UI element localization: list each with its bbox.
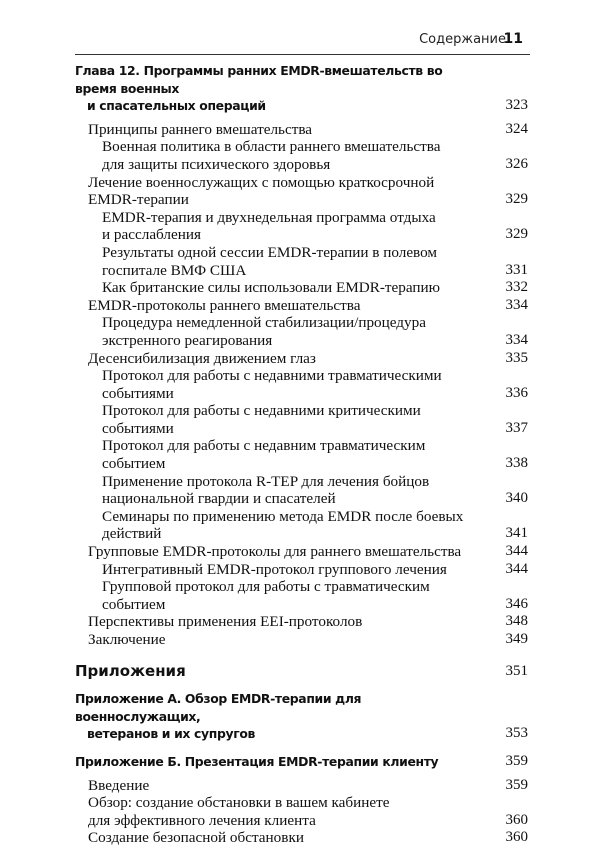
toc-page: 353 <box>505 725 528 742</box>
toc-appendix-b[interactable] <box>0 753 600 771</box>
toc-page: 332 <box>505 279 528 296</box>
toc-entry[interactable]: Групповой протокол для работы с травматическим событием 346 <box>102 578 528 613</box>
toc-page: 360 <box>505 829 528 846</box>
toc-page: 336 <box>505 384 528 401</box>
toc-chapter-12[interactable] <box>0 62 600 115</box>
toc-page: 324 <box>505 120 528 137</box>
toc-page: 338 <box>505 455 528 472</box>
toc-entry-title-cont: ветеранов и их супругов <box>87 726 255 742</box>
toc-page: 331 <box>505 261 528 278</box>
toc-entry[interactable]: Заключение 349 <box>88 631 528 648</box>
toc-entry[interactable]: Групповые EMDR-протоколы для раннего вмешательства 344 <box>88 543 528 561</box>
toc-entry[interactable]: EMDR-протоколы раннего вмешательства 334 <box>88 296 528 314</box>
toc-entry-title-cont: и спасательных операций <box>87 98 266 114</box>
toc-entry[interactable]: Обзор: создание обстановки в вашем кабинете для эффективного лечения клиента 360 <box>88 794 528 829</box>
toc-page: 340 <box>505 490 528 507</box>
toc-page: 348 <box>505 613 528 630</box>
toc-entry[interactable]: EMDR-терапия и двухнедельная программа отдыха и расслабления 329 <box>102 208 528 244</box>
toc-page: 359 <box>505 752 528 769</box>
toc-entry[interactable]: Протокол для работы с недавними травматическими событиями 336 <box>102 367 528 402</box>
toc-entry[interactable]: Создание безопасной обстановки 360 <box>88 829 528 847</box>
page-header <box>0 32 600 52</box>
toc-part-title: Приложения <box>75 661 186 680</box>
toc-entry[interactable]: Протокол для работы с недавними критическими событиями 337 <box>102 402 528 437</box>
toc-entry[interactable]: Интегративный EMDR-протокол группового лечения 344 <box>102 560 528 578</box>
toc-page: 346 <box>505 595 528 612</box>
toc-page: 344 <box>505 560 528 577</box>
toc-entry-title: Глава 12. Программы ранних EMDR-вмешательств во время военных <box>75 63 443 96</box>
toc-page: 326 <box>505 155 528 172</box>
toc-entry[interactable]: Протокол для работы с недавним травматическим событием 338 <box>102 437 528 473</box>
toc-entry[interactable]: Десенсибилизация движением глаз 335 <box>88 349 528 367</box>
toc-page: 334 <box>505 331 528 348</box>
table-of-contents <box>0 62 600 847</box>
toc-page: 349 <box>505 631 528 647</box>
toc-entry[interactable]: Лечение военнослужащих с помощью краткосрочной EMDR-терапии 329 <box>88 173 528 209</box>
toc-appendix-a[interactable] <box>0 690 600 743</box>
toc-entry[interactable]: Процедура немедленной стабилизации/процедура экстренного реагирования 334 <box>102 314 528 349</box>
toc-entry-title: Приложение Б. Презентация EMDR-терапии клиенту <box>75 753 439 769</box>
toc-page: 323 <box>505 97 528 114</box>
toc-page: 329 <box>505 191 528 208</box>
toc-part-appendices[interactable] <box>0 663 600 681</box>
toc-entry[interactable]: Принципы раннего вмешательства 324 <box>88 120 528 138</box>
running-head-section: Содержание <box>419 32 506 47</box>
toc-page: 351 <box>505 662 528 679</box>
toc-page: 341 <box>505 525 528 542</box>
toc-entry[interactable]: Результаты одной сессии EMDR-терапии в полевом госпитале ВМФ США 331 <box>102 243 528 279</box>
toc-entry[interactable]: Семинары по применению метода EMDR после боевых действий 341 <box>102 507 528 543</box>
header-rule <box>75 54 530 55</box>
toc-page: 335 <box>505 349 528 366</box>
toc-entry[interactable]: Введение 359 <box>88 776 528 794</box>
toc-entry[interactable]: Как британские силы использовали EMDR-терапию 332 <box>102 279 528 297</box>
toc-page: 360 <box>505 811 528 828</box>
toc-entry[interactable]: Применение протокола R-TEP для лечения бойцов национальной гвардии и спасателей 340 <box>102 472 528 508</box>
toc-page: 329 <box>505 226 528 243</box>
toc-page: 334 <box>505 296 528 313</box>
toc-page: 344 <box>505 543 528 560</box>
toc-page: 359 <box>505 776 528 793</box>
toc-entry[interactable]: Военная политика в области раннего вмешательства для защиты психического здоровья 326 <box>102 138 528 173</box>
page-number: 11 <box>503 31 523 47</box>
toc-page: 337 <box>505 419 528 436</box>
toc-entry-title: Приложение А. Обзор EMDR-терапии для военнослужащих, <box>75 691 362 724</box>
toc-entry[interactable]: Перспективы применения EEI-протоколов 348 <box>88 613 528 631</box>
